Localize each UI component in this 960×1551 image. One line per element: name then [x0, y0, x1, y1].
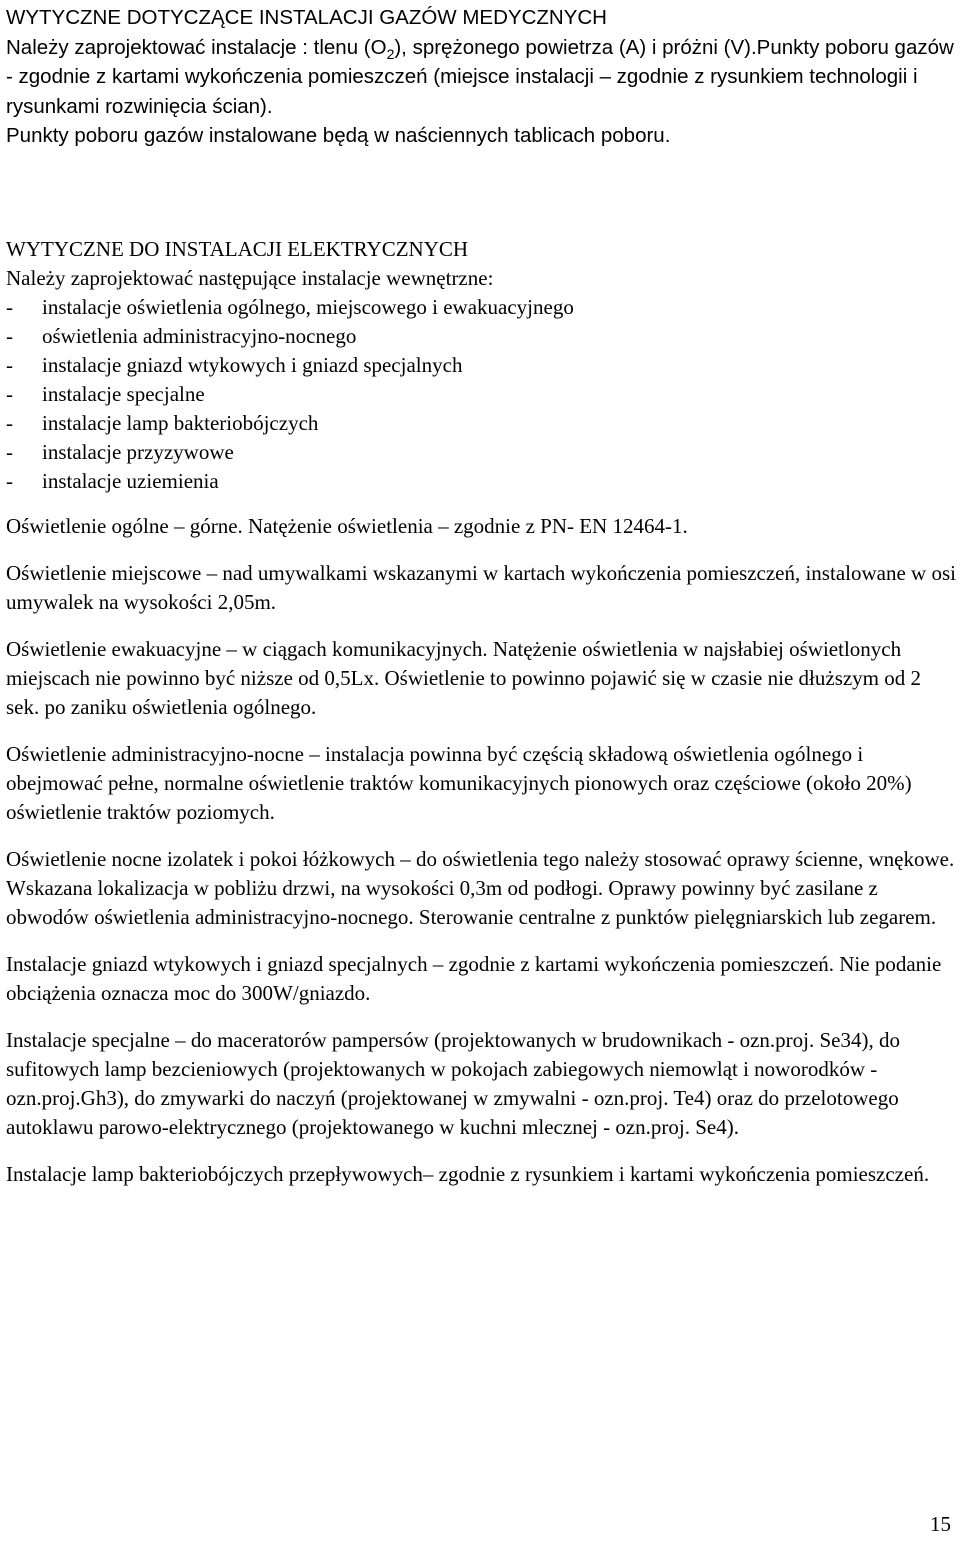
- page-number: 15: [930, 1512, 951, 1536]
- list-item: [6, 351, 956, 380]
- list-dash: -: [6, 411, 13, 435]
- list-item: [6, 409, 956, 438]
- list-item: [6, 293, 956, 322]
- list-item: [6, 322, 956, 351]
- list-item-text: instalacje specjalne: [42, 382, 205, 406]
- gas-heading: WYTYCZNE DOTYCZĄCE INSTALACJI GAZÓW MEDYCZNYCH: [6, 6, 607, 29]
- list-dash: -: [6, 382, 13, 406]
- list-item: [6, 467, 956, 496]
- list-item-text: instalacje oświetlenia ogólnego, miejscowego i ewakuacyjnego: [42, 295, 574, 319]
- paragraph-bactericidal-lamps: Instalacje lamp bakteriobójczych przepływowych– zgodnie z rysunkiem i kartami wykończenia pomieszczeń.: [6, 1162, 930, 1186]
- electrical-section: [6, 235, 956, 1189]
- paragraph-night-admin-lighting: Oświetlenie administracyjno-nocne – instalacja powinna być częścią składową oświetlenia ogólnego i obejmować pełne, normalne oświetlenie traktów komunikacyjnych pionowych oraz częściowe (około 20%) oświetlenie traktów poziomych.: [6, 742, 912, 824]
- list-item: [6, 438, 956, 467]
- electrical-heading: WYTYCZNE DO INSTALACJI ELEKTRYCZNYCH: [6, 237, 469, 261]
- paragraph-special-installations: Instalacje specjalne – do maceratorów pampersów (projektowanych w brudownikach - ozn.proj. Se34), do sufitowych lamp bezcieniowych (projektowanych w pokojach zabiegowych niemowląt i noworodków - ozn.proj.Gh3), do zmywarki do naczyń (projektowanej w zmywalni - ozn.proj. Te4) oraz do przelotowego autoklawu parowo-elektrycznego (projektowanego w kuchni mlecznej - ozn.proj. Se4).: [6, 1028, 900, 1139]
- gas-paragraph: [6, 33, 956, 122]
- list-item-text: instalacje gniazd wtykowych i gniazd specjalnych: [42, 353, 463, 377]
- list-item-text: instalacje przyzywowe: [42, 440, 234, 464]
- list-dash: -: [6, 353, 13, 377]
- paragraph-local-lighting: Oświetlenie miejscowe – nad umywalkami wskazanymi w kartach wykończenia pomieszczeń, instalowane w osi umywalek na wysokości 2,05m.: [6, 561, 956, 614]
- gas-text-before-sub: Należy zaprojektować instalacje : tlenu (O: [6, 35, 387, 59]
- installation-list: [6, 293, 956, 496]
- list-dash: -: [6, 295, 13, 319]
- list-dash: -: [6, 324, 13, 348]
- gas-text-after-sub: ), sprężonego powietrza (A) i próżni (V).Punkty poboru gazów - zgodnie z kartami wykończenia pomieszczeń (miejsce instalacji – zgodnie z rysunkiem technologii i rysunkami rozwinięcia ścian).: [6, 35, 954, 118]
- paragraph-night-room-lighting: Oświetlenie nocne izolatek i pokoi łóżkowych – do oświetlenia tego należy stosować oprawy ścienne, wnękowe. Wskazana lokalizacja w pobliżu drzwi, na wysokości 0,3m od podłogi. Oprawy powinny być zasilane z obwodów oświetlenia administracyjno-nocnego. Sterowanie centralne z punktów pielęgniarskich lub zegarem.: [6, 847, 955, 929]
- paragraph-general-lighting: Oświetlenie ogólne – górne. Natężenie oświetlenia – zgodnie z PN- EN 12464-1.: [6, 514, 688, 538]
- electrical-intro: Należy zaprojektować następujące instalacje wewnętrzne:: [6, 266, 494, 290]
- paragraph-sockets: Instalacje gniazd wtykowych i gniazd specjalnych – zgodnie z kartami wykończenia pomieszczeń. Nie podanie obciążenia oznacza moc do 300W/gniazdo.: [6, 952, 942, 1005]
- oxygen-subscript: 2: [386, 45, 395, 62]
- paragraph-evacuation-lighting: Oświetlenie ewakuacyjne – w ciągach komunikacyjnych. Natężenie oświetlenia w najsłabiej oświetlonych miejscach nie powinno być niższe od 0,5Lx. Oświetlenie to powinno pojawić się w czasie nie dłuższym od 2 sek. po zaniku oświetlenia ogólnego.: [6, 637, 922, 719]
- gas-second-line: Punkty poboru gazów instalowane będą w naściennych tablicach poboru.: [6, 124, 671, 147]
- list-item-text: instalacje lamp bakteriobójczych: [42, 411, 319, 435]
- list-item-text: oświetlenia administracyjno-nocnego: [42, 324, 357, 348]
- list-dash: -: [6, 469, 13, 493]
- gas-section: [6, 3, 956, 151]
- list-item-text: instalacje uziemienia: [42, 469, 219, 493]
- list-dash: -: [6, 440, 13, 464]
- list-item: [6, 380, 956, 409]
